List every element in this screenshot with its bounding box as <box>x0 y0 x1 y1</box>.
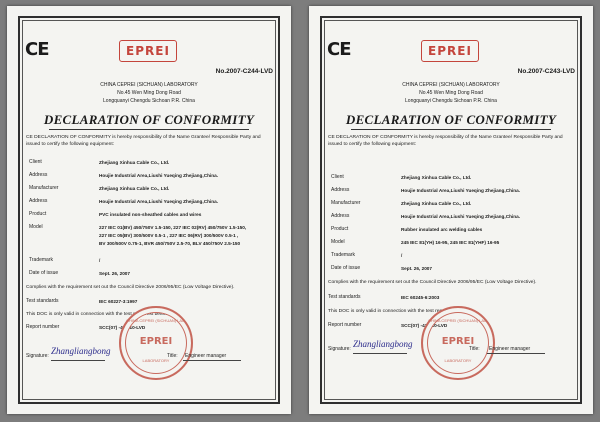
ceprei-logo: EPREI <box>119 40 177 62</box>
address-label: Address <box>331 187 350 193</box>
lab-city: Longquanyi Chengdu Sichoan P.R. China <box>405 98 497 104</box>
role-value: Engineer manager <box>489 346 531 352</box>
lab-city: Longquanyi Chengdu Sichoan P.R. China <box>103 98 195 104</box>
document-title: DECLARATION OF CONFORMITY <box>345 112 557 127</box>
laboratory-seal <box>421 306 495 380</box>
certificate-right <box>309 6 593 414</box>
trademark-value: / <box>401 253 403 258</box>
model-line: 227 IEC 05(BV) 300/500V 0.5-1 , 227 IEC 06(RV) 300/500V 0.5-1 , <box>99 233 239 238</box>
role-value: Engineer manager <box>185 353 227 359</box>
date-label: Date of issue <box>331 265 361 271</box>
title-underline <box>49 129 249 130</box>
seal-center-text: EPREI <box>441 336 475 347</box>
date-value: Sept. 26, 2007 <box>401 266 433 271</box>
report-value: SCC(07) -435-10-LVD <box>401 323 448 328</box>
document-title: DECLARATION OF CONFORMITY <box>43 112 255 127</box>
handwritten-signature: Zhangliangbong <box>51 346 111 356</box>
lab-street: No.45 Wen Ming Dong Road <box>419 90 483 96</box>
manufacturer-label: Manufacturer <box>29 185 59 191</box>
standards-label: Test standards <box>26 298 59 304</box>
ceprei-logo: EPREI <box>421 40 479 62</box>
product-label: Product <box>29 211 47 217</box>
title-underline <box>351 129 551 130</box>
address2-value: Houjie Industrial Area,Liushi Yueqing Zhejiang,China. <box>99 199 219 204</box>
date-label: Date of issue <box>29 270 59 276</box>
lab-street: No.45 Wen Ming Dong Road <box>117 90 181 96</box>
date-value: Sept. 26, 2007 <box>99 271 131 276</box>
compliance-statement: Complies with the requirement set out the Council Directive 2006/95/EC (Low Voltage Directive). <box>328 280 537 285</box>
seal-center-text: EPREI <box>139 336 173 347</box>
seal-top-text: CHINA CEPREI (SICHUAN) LAB. <box>126 318 186 323</box>
title-line <box>183 360 241 361</box>
model-label: Model <box>331 239 345 245</box>
compliance-statement: Complies with the requirement set out the Council Directive 2006/95/EC (Low Voltage Directive). <box>26 285 235 290</box>
product-value: PVC insulated non-sheathed cables and wires <box>99 212 202 217</box>
report-label: Report number <box>26 324 60 330</box>
laboratory-seal <box>119 306 193 380</box>
seal-bottom-text: LABORATORY <box>142 358 170 363</box>
handwritten-signature: Zhangliangbong <box>353 339 413 349</box>
report-value: SCC(07) -436-10-LVD <box>99 325 146 330</box>
signature-label: Signature: <box>26 353 49 359</box>
intro-text: CE DECLARATION OF CONFORMITY is hereby responsibility of the Name Grantee/ Responsible Party and issued to certify the following equipment: <box>26 135 261 147</box>
trademark-label: Trademark <box>331 252 355 258</box>
address2-value: Houjie Industrial Area,Liushi Yueqing Zhejiang,China. <box>401 214 521 219</box>
document-number: No.2007-C243-LVD <box>517 68 575 75</box>
ce-mark: CE <box>25 39 49 60</box>
model-line: BV 300/500V 0.75-1, BVR 450/750V 2.5-70, BLV 450/750V 2.5-150 <box>99 241 241 246</box>
model-label: Model <box>29 224 43 230</box>
seal-bottom-text: LABORATORY <box>444 358 472 363</box>
product-label: Product <box>331 226 349 232</box>
product-value: Rubber insulated arc welding cables <box>401 227 483 232</box>
manufacturer-label: Manufacturer <box>331 200 361 206</box>
document-number: No.2007-C244-LVD <box>215 68 273 75</box>
client-value: Zhejiang Xinhua Cable Co., Ltd. <box>401 175 472 180</box>
address-label: Address <box>29 172 48 178</box>
client-label: Client <box>29 159 42 165</box>
address-value: Houjie Industrial Area,Liushi Yueqing Zhejiang,China. <box>401 188 521 193</box>
signature-label: Signature: <box>328 346 351 352</box>
lab-name: CHINA CEPREI (SICHUAN) LABORATORY <box>402 82 500 88</box>
lab-name: CHINA CEPREI (SICHUAN) LABORATORY <box>100 82 198 88</box>
model-line: 227 IEC 01(BV) 450/750V 1.5-150, 227 IEC 02(RV) 450/750V 1.5-150, <box>99 225 247 230</box>
address2-label: Address <box>331 213 350 219</box>
standards-label: Test standards <box>328 294 361 300</box>
address2-label: Address <box>29 198 48 204</box>
standards-value: IEC 60245-6:2003 <box>401 295 440 300</box>
validity-note: This DOC is only valid in connection with the test report list below: <box>26 312 169 317</box>
title-label: Title: <box>469 346 480 352</box>
client-value: Zhejiang Xinhua Cable Co., Ltd. <box>99 160 170 165</box>
manufacturer-value: Zhejiang Xinhua Cable Co., Ltd. <box>99 186 170 191</box>
intro-text: CE DECLARATION OF CONFORMITY is hereby responsibility of the Name Grantee/ Responsible Party and issued to certify the following equipment: <box>328 135 563 147</box>
signature-line <box>51 360 105 361</box>
ce-mark: CE <box>327 39 351 60</box>
manufacturer-value: Zhejiang Xinhua Cable Co., Ltd. <box>401 201 472 206</box>
address-value: Houjie Industrial Area,Liushi Yueqing Zhejiang,China. <box>99 173 219 178</box>
title-label: Title: <box>167 353 178 359</box>
trademark-value: / <box>99 258 101 263</box>
seal-top-text: CHINA CEPREI (SICHUAN) LAB. <box>428 318 488 323</box>
validity-note: This DOC is only valid in connection with the test report list below: <box>328 309 471 314</box>
client-label: Client <box>331 174 344 180</box>
certificate-left <box>7 6 291 414</box>
title-line <box>487 353 545 354</box>
standards-value: IEC 60227-3:1997 <box>99 299 138 304</box>
trademark-label: Trademark <box>29 257 53 263</box>
report-label: Report number <box>328 322 362 328</box>
signature-line <box>353 353 407 354</box>
model-line: 245 IEC 81(YH) 16-95, 245 IEC 81(YHF) 16-95 <box>401 240 500 245</box>
